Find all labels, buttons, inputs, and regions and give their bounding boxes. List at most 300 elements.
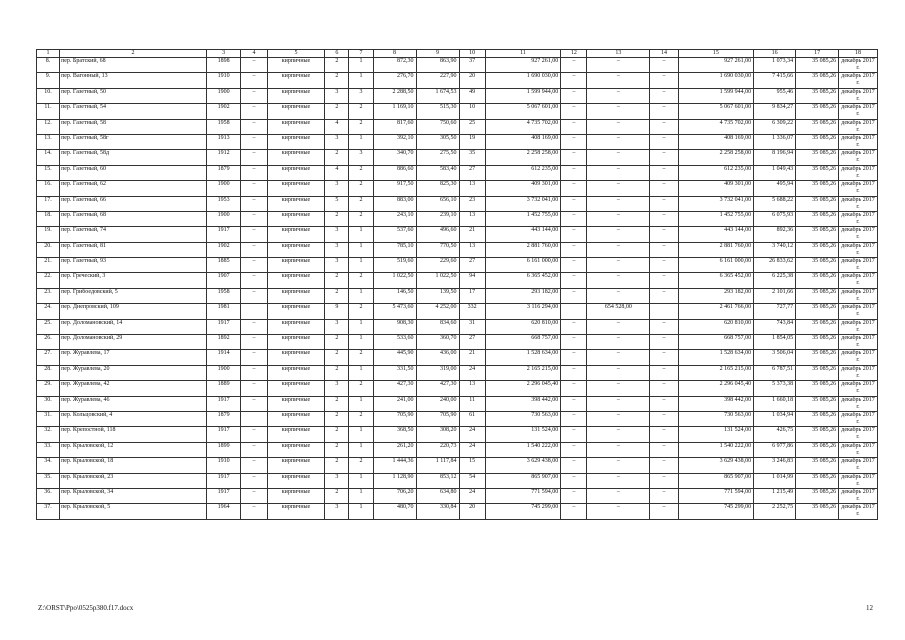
entrances-cell: 1 xyxy=(349,258,373,273)
cell-12: – xyxy=(561,488,587,503)
period-cell: декабрь 2017 г. xyxy=(839,258,878,273)
cell-12: – xyxy=(561,335,587,350)
row-number: 21. xyxy=(37,258,60,273)
cost-cell: 612 235,00 xyxy=(485,165,561,180)
entrances-cell: 2 xyxy=(349,273,373,288)
table-row xyxy=(37,442,878,457)
area-total-cell: 1 169,10 xyxy=(373,104,416,119)
norm-cost-cell: 35 085,26 xyxy=(796,442,839,457)
norm-cost-cell: 35 085,26 xyxy=(796,473,839,488)
cost-cell: 2 881 760,00 xyxy=(485,242,561,257)
norm-cost-cell: 35 085,26 xyxy=(796,319,839,334)
cost-total-cell: 1 599 944,00 xyxy=(678,88,754,103)
floors-cell: 2 xyxy=(325,211,349,226)
header-cell: 16 xyxy=(754,50,796,58)
year-cell: 1900 xyxy=(206,365,241,380)
cell-4: – xyxy=(241,196,267,211)
cost-cell: 4 735 702,00 xyxy=(485,119,561,134)
cell-13: – xyxy=(587,335,650,350)
period-cell: декабрь 2017 г. xyxy=(839,119,878,134)
entrances-cell: 2 xyxy=(349,104,373,119)
cell-12: – xyxy=(561,350,587,365)
cost-cell: 293 182,00 xyxy=(485,288,561,303)
area-living-cell: 4 252,00 xyxy=(416,304,459,319)
cost-cell: 443 144,00 xyxy=(485,227,561,242)
cost-per-sqm-cell: 2 252,75 xyxy=(754,504,796,519)
norm-cost-cell: 35 085,26 xyxy=(796,165,839,180)
year-cell: 1917 xyxy=(206,473,241,488)
cost-per-sqm-cell: 6 075,93 xyxy=(754,211,796,226)
cost-per-sqm-cell: 8 196,94 xyxy=(754,150,796,165)
area-total-cell: 5 473,60 xyxy=(373,304,416,319)
entrances-cell: 3 xyxy=(349,88,373,103)
cell-12: – xyxy=(561,504,587,519)
cell-14: – xyxy=(650,73,678,88)
cell-4: – xyxy=(241,335,267,350)
period-cell: декабрь 2017 г. xyxy=(839,196,878,211)
norm-cost-cell: 35 085,26 xyxy=(796,227,839,242)
cell-4: – xyxy=(241,211,267,226)
period-cell: декабрь 2017 г. xyxy=(839,165,878,180)
year-cell: 1892 xyxy=(206,335,241,350)
cost-cell: 1 452 755,00 xyxy=(485,211,561,226)
header-cell: 17 xyxy=(796,50,839,58)
residents-cell: 49 xyxy=(459,88,485,103)
table-row xyxy=(37,88,878,103)
cell-12: – xyxy=(561,396,587,411)
cell-12: – xyxy=(561,150,587,165)
material-cell: кирпичные xyxy=(267,381,325,396)
entrances-cell: 1 xyxy=(349,427,373,442)
cell-12: – xyxy=(561,58,587,73)
cost-cell: 131 524,00 xyxy=(485,427,561,442)
cell-13: – xyxy=(587,181,650,196)
area-living-cell: 496,60 xyxy=(416,227,459,242)
entrances-cell: 1 xyxy=(349,227,373,242)
cell-14: – xyxy=(650,227,678,242)
cell-13: – xyxy=(587,211,650,226)
cost-per-sqm-cell: 743,84 xyxy=(754,319,796,334)
area-living-cell: 319,00 xyxy=(416,365,459,380)
material-cell: кирпичные xyxy=(267,504,325,519)
row-number: 27. xyxy=(37,350,60,365)
period-cell: декабрь 2017 г. xyxy=(839,104,878,119)
table-row xyxy=(37,427,878,442)
cost-total-cell: 398 442,00 xyxy=(678,396,754,411)
floors-cell: 3 xyxy=(325,242,349,257)
floors-cell: 3 xyxy=(325,504,349,519)
cell-14: – xyxy=(650,396,678,411)
address-cell: пер. Газетный, 74 xyxy=(60,227,207,242)
material-cell: кирпичные xyxy=(267,411,325,426)
cell-14: – xyxy=(650,488,678,503)
floors-cell: 2 xyxy=(325,273,349,288)
address-cell: пер. Братский, 68 xyxy=(60,58,207,73)
row-number: 9. xyxy=(37,73,60,88)
cell-13: – xyxy=(587,58,650,73)
period-cell: декабрь 2017 г. xyxy=(839,134,878,149)
area-total-cell: 1 128,90 xyxy=(373,473,416,488)
area-living-cell: 834,60 xyxy=(416,319,459,334)
cell-13: – xyxy=(587,288,650,303)
norm-cost-cell: 35 085,26 xyxy=(796,350,839,365)
norm-cost-cell: 35 085,26 xyxy=(796,458,839,473)
address-cell: пер. Журавлева, 17 xyxy=(60,350,207,365)
year-cell: 1899 xyxy=(206,442,241,457)
residents-cell: 94 xyxy=(459,273,485,288)
row-number: 22. xyxy=(37,273,60,288)
cost-cell: 2 296 045,40 xyxy=(485,381,561,396)
address-cell: пер. Крепостной, 118 xyxy=(60,427,207,442)
row-number: 30. xyxy=(37,396,60,411)
cell-14: – xyxy=(650,181,678,196)
address-cell: пер. Газетный, 68 xyxy=(60,211,207,226)
cell-13: – xyxy=(587,381,650,396)
cell-12: – xyxy=(561,411,587,426)
row-number: 32. xyxy=(37,427,60,442)
norm-cost-cell: 35 085,26 xyxy=(796,488,839,503)
cost-cell: 6 365 452,00 xyxy=(485,273,561,288)
table-body xyxy=(37,50,878,520)
residents-cell: 35 xyxy=(459,150,485,165)
year-cell: 1964 xyxy=(206,504,241,519)
norm-cost-cell: 35 085,26 xyxy=(796,396,839,411)
cost-cell: 2 165 215,00 xyxy=(485,365,561,380)
year-cell: 1914 xyxy=(206,350,241,365)
address-cell: пер. Доломановский, 29 xyxy=(60,335,207,350)
cell-12: – xyxy=(561,381,587,396)
year-cell: 1917 xyxy=(206,227,241,242)
residents-cell: 17 xyxy=(459,288,485,303)
year-cell: 1900 xyxy=(206,88,241,103)
row-number: 33. xyxy=(37,442,60,457)
cell-12 xyxy=(561,304,587,319)
residents-cell: 25 xyxy=(459,119,485,134)
entrances-cell: 1 xyxy=(349,473,373,488)
entrances-cell: 2 xyxy=(349,181,373,196)
floors-cell: 3 xyxy=(325,134,349,149)
cost-per-sqm-cell: 2 101,66 xyxy=(754,288,796,303)
area-living-cell: 863,90 xyxy=(416,58,459,73)
year-cell: 1902 xyxy=(206,104,241,119)
cost-cell: 3 629 438,00 xyxy=(485,458,561,473)
cost-cell: 3 116 294,00 xyxy=(485,304,561,319)
entrances-cell: 1 xyxy=(349,365,373,380)
cell-4: – xyxy=(241,104,267,119)
cell-12: – xyxy=(561,242,587,257)
cost-per-sqm-cell: 1 049,43 xyxy=(754,165,796,180)
cost-total-cell: 2 461 766,00 xyxy=(678,304,754,319)
table-row xyxy=(37,411,878,426)
entrances-cell: 2 xyxy=(349,381,373,396)
cell-13: – xyxy=(587,273,650,288)
cost-total-cell: 620 810,00 xyxy=(678,319,754,334)
cost-total-cell: 5 067 601,00 xyxy=(678,104,754,119)
address-cell: пер. Крыловской, 23 xyxy=(60,473,207,488)
entrances-cell: 1 xyxy=(349,58,373,73)
cell-4: – xyxy=(241,242,267,257)
cell-13: – xyxy=(587,458,650,473)
material-cell: кирпичные xyxy=(267,396,325,411)
norm-cost-cell: 35 085,26 xyxy=(796,134,839,149)
table-row xyxy=(37,134,878,149)
cell-14: – xyxy=(650,134,678,149)
entrances-cell: 2 xyxy=(349,458,373,473)
cell-14: – xyxy=(650,150,678,165)
area-living-cell: 360,70 xyxy=(416,335,459,350)
address-cell: пер. Журавлева, 46 xyxy=(60,396,207,411)
period-cell: декабрь 2017 г. xyxy=(839,381,878,396)
entrances-cell: 1 xyxy=(349,319,373,334)
cost-total-cell: 730 563,00 xyxy=(678,411,754,426)
cost-per-sqm-cell: 955,46 xyxy=(754,88,796,103)
cell-14: – xyxy=(650,273,678,288)
cell-12: – xyxy=(561,134,587,149)
address-cell: пер. Газетный, 58 xyxy=(60,119,207,134)
area-living-cell: 825,30 xyxy=(416,181,459,196)
address-cell: пер. Доломановский, 14 xyxy=(60,319,207,334)
cell-13: – xyxy=(587,165,650,180)
table-row xyxy=(37,211,878,226)
header-cell: 12 xyxy=(561,50,587,58)
period-cell: декабрь 2017 г. xyxy=(839,150,878,165)
area-living-cell: 436,00 xyxy=(416,350,459,365)
row-number: 15. xyxy=(37,165,60,180)
address-cell: пер. Газетный, 58д xyxy=(60,150,207,165)
floors-cell: 3 xyxy=(325,381,349,396)
cost-cell: 5 067 601,00 xyxy=(485,104,561,119)
row-number: 13. xyxy=(37,134,60,149)
address-cell: пер. Крыловской, 5 xyxy=(60,504,207,519)
cell-13: 654 528,00 xyxy=(587,304,650,319)
residents-cell: 21 xyxy=(459,227,485,242)
norm-cost-cell: 35 085,26 xyxy=(796,427,839,442)
cell-4: – xyxy=(241,381,267,396)
cell-4: – xyxy=(241,365,267,380)
material-cell: кирпичные xyxy=(267,288,325,303)
cell-4: – xyxy=(241,73,267,88)
year-cell: 1898 xyxy=(206,58,241,73)
header-cell: 11 xyxy=(485,50,561,58)
cost-total-cell: 293 182,00 xyxy=(678,288,754,303)
floors-cell: 2 xyxy=(325,335,349,350)
material-cell: кирпичные xyxy=(267,165,325,180)
entrances-cell: 1 xyxy=(349,504,373,519)
cell-13: – xyxy=(587,119,650,134)
floors-cell: 2 xyxy=(325,365,349,380)
row-number: 26. xyxy=(37,335,60,350)
material-cell: кирпичные xyxy=(267,227,325,242)
cell-14: – xyxy=(650,473,678,488)
cell-4: – xyxy=(241,288,267,303)
norm-cost-cell: 35 085,26 xyxy=(796,88,839,103)
cell-12: – xyxy=(561,104,587,119)
residents-cell: 54 xyxy=(459,473,485,488)
row-number: 37. xyxy=(37,504,60,519)
material-cell: кирпичные xyxy=(267,211,325,226)
period-cell: декабрь 2017 г. xyxy=(839,488,878,503)
cost-per-sqm-cell: 1 336,07 xyxy=(754,134,796,149)
cost-cell: 408 169,00 xyxy=(485,134,561,149)
address-cell: пер. Газетный, 60 xyxy=(60,165,207,180)
header-cell: 5 xyxy=(267,50,325,58)
material-cell: кирпичные xyxy=(267,273,325,288)
floors-cell: 3 xyxy=(325,181,349,196)
cost-cell: 668 757,00 xyxy=(485,335,561,350)
cell-13: – xyxy=(587,88,650,103)
cell-4: – xyxy=(241,165,267,180)
cell-14: – xyxy=(650,88,678,103)
cost-per-sqm-cell: 9 834,27 xyxy=(754,104,796,119)
area-total-cell: 261,20 xyxy=(373,442,416,457)
cell-4: – xyxy=(241,442,267,457)
period-cell: декабрь 2017 г. xyxy=(839,227,878,242)
floors-cell: 9 xyxy=(325,304,349,319)
residents-cell: 19 xyxy=(459,134,485,149)
cell-4: – xyxy=(241,396,267,411)
entrances-cell: 1 xyxy=(349,242,373,257)
material-cell: кирпичные xyxy=(267,335,325,350)
area-total-cell: 331,50 xyxy=(373,365,416,380)
header-cell: 9 xyxy=(416,50,459,58)
row-number: 28. xyxy=(37,365,60,380)
table-row xyxy=(37,273,878,288)
address-cell: пер. Греческий, 3 xyxy=(60,273,207,288)
address-cell: пер. Крыловской, 34 xyxy=(60,488,207,503)
cell-14: – xyxy=(650,258,678,273)
residents-cell: 13 xyxy=(459,242,485,257)
area-living-cell: 634,80 xyxy=(416,488,459,503)
material-cell: кирпичные xyxy=(267,427,325,442)
residents-cell: 24 xyxy=(459,427,485,442)
area-total-cell: 2 288,50 xyxy=(373,88,416,103)
area-total-cell: 917,50 xyxy=(373,181,416,196)
year-cell: 1953 xyxy=(206,196,241,211)
cost-cell: 1 690 030,00 xyxy=(485,73,561,88)
table-row xyxy=(37,196,878,211)
cost-total-cell: 4 735 702,00 xyxy=(678,119,754,134)
cell-14: – xyxy=(650,442,678,457)
cost-cell: 3 732 041,00 xyxy=(485,196,561,211)
entrances-cell: 1 xyxy=(349,134,373,149)
cost-total-cell: 668 757,00 xyxy=(678,335,754,350)
cost-per-sqm-cell: 3 246,83 xyxy=(754,458,796,473)
cost-cell: 620 810,00 xyxy=(485,319,561,334)
area-total-cell: 533,60 xyxy=(373,335,416,350)
cost-cell: 865 907,00 xyxy=(485,473,561,488)
area-living-cell: 1 674,53 xyxy=(416,88,459,103)
address-cell: пер. Газетный, 93 xyxy=(60,258,207,273)
area-living-cell: 770,50 xyxy=(416,242,459,257)
year-cell: 1913 xyxy=(206,134,241,149)
cost-total-cell: 1 690 030,00 xyxy=(678,73,754,88)
period-cell: декабрь 2017 г. xyxy=(839,458,878,473)
floors-cell: 2 xyxy=(325,411,349,426)
cost-cell: 2 258 258,00 xyxy=(485,150,561,165)
cell-4: – xyxy=(241,488,267,503)
cell-4: – xyxy=(241,458,267,473)
year-cell: 1879 xyxy=(206,411,241,426)
residents-cell: 13 xyxy=(459,211,485,226)
address-cell: пер. Кольцовский, 4 xyxy=(60,411,207,426)
entrances-cell: 2 xyxy=(349,211,373,226)
residents-cell: 11 xyxy=(459,396,485,411)
cell-12: – xyxy=(561,319,587,334)
entrances-cell: 2 xyxy=(349,411,373,426)
row-number: 24. xyxy=(37,304,60,319)
year-cell: 1917 xyxy=(206,319,241,334)
residents-cell: 21 xyxy=(459,350,485,365)
cost-total-cell: 3 732 041,00 xyxy=(678,196,754,211)
residents-cell: 27 xyxy=(459,335,485,350)
cost-per-sqm-cell: 5 688,22 xyxy=(754,196,796,211)
area-total-cell: 340,70 xyxy=(373,150,416,165)
material-cell: кирпичные xyxy=(267,58,325,73)
table-row xyxy=(37,165,878,180)
cost-per-sqm-cell: 727,77 xyxy=(754,304,796,319)
cost-total-cell: 409 301,00 xyxy=(678,181,754,196)
area-living-cell: 139,50 xyxy=(416,288,459,303)
year-cell: 1889 xyxy=(206,381,241,396)
cell-13: – xyxy=(587,427,650,442)
entrances-cell: 1 xyxy=(349,442,373,457)
cost-per-sqm-cell: 1 660,18 xyxy=(754,396,796,411)
material-cell: кирпичные xyxy=(267,258,325,273)
cell-14: – xyxy=(650,211,678,226)
row-number: 19. xyxy=(37,227,60,242)
norm-cost-cell: 35 085,26 xyxy=(796,304,839,319)
norm-cost-cell: 35 085,26 xyxy=(796,381,839,396)
residents-cell: 61 xyxy=(459,411,485,426)
cell-14 xyxy=(650,304,678,319)
period-cell: декабрь 2017 г. xyxy=(839,473,878,488)
cell-4: – xyxy=(241,350,267,365)
area-total-cell: 817,60 xyxy=(373,119,416,134)
area-total-cell: 146,50 xyxy=(373,288,416,303)
period-cell: декабрь 2017 г. xyxy=(839,273,878,288)
cell-12: – xyxy=(561,473,587,488)
area-total-cell: 276,70 xyxy=(373,73,416,88)
header-cell: 4 xyxy=(241,50,267,58)
row-number: 17. xyxy=(37,196,60,211)
area-living-cell: 240,00 xyxy=(416,396,459,411)
area-total-cell: 241,00 xyxy=(373,396,416,411)
cell-13: – xyxy=(587,134,650,149)
material-cell: кирпичные xyxy=(267,119,325,134)
area-living-cell: 1 117,84 xyxy=(416,458,459,473)
cell-13: – xyxy=(587,242,650,257)
row-number: 29. xyxy=(37,381,60,396)
cell-12: – xyxy=(561,119,587,134)
material-cell: кирпичные xyxy=(267,319,325,334)
cell-12: – xyxy=(561,227,587,242)
area-total-cell: 368,50 xyxy=(373,427,416,442)
cost-total-cell: 6 161 000,00 xyxy=(678,258,754,273)
cell-13: – xyxy=(587,73,650,88)
entrances-cell: 3 xyxy=(349,150,373,165)
cost-total-cell: 1 528 634,00 xyxy=(678,350,754,365)
norm-cost-cell: 35 085,26 xyxy=(796,119,839,134)
area-living-cell: 227,90 xyxy=(416,73,459,88)
table-row xyxy=(37,242,878,257)
floors-cell: 5 xyxy=(325,196,349,211)
cell-13: – xyxy=(587,258,650,273)
cost-per-sqm-cell: 1 034,94 xyxy=(754,411,796,426)
cost-per-sqm-cell: 6 309,22 xyxy=(754,119,796,134)
cell-13: – xyxy=(587,411,650,426)
address-cell: пер. Журавлева, 20 xyxy=(60,365,207,380)
address-cell: пер. Днепровский, 109 xyxy=(60,304,207,319)
